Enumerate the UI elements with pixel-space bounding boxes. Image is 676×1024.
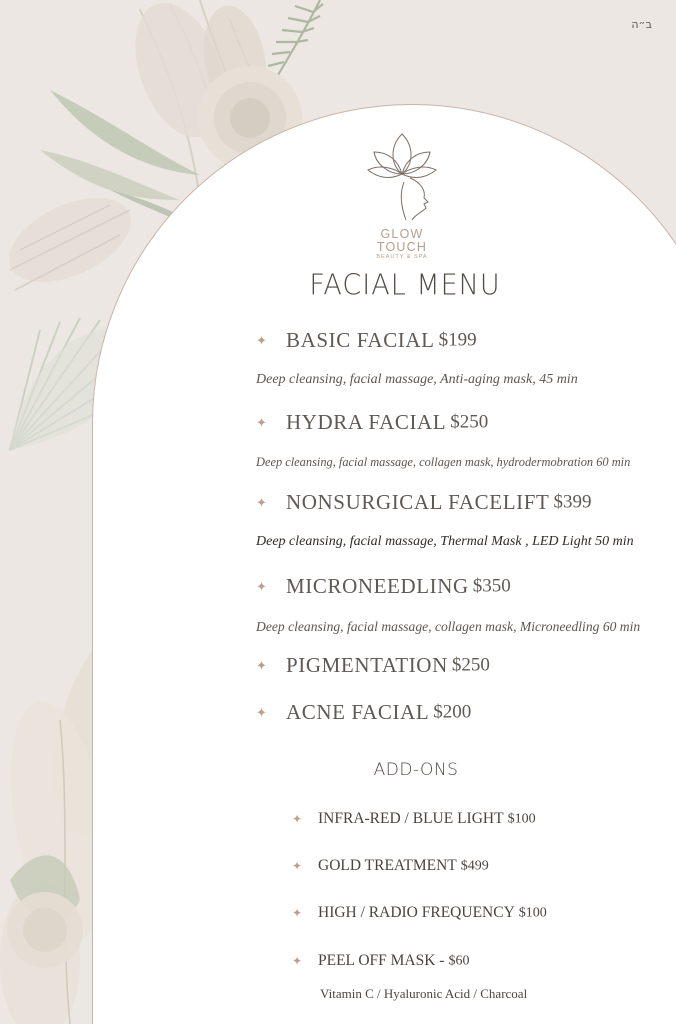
brand-name: GLOW TOUCH [376,227,428,254]
four-point-star-icon: ✦ [292,858,303,873]
addon-item [292,904,547,922]
service-price: $199 [438,329,477,351]
addon-name: GOLD TREATMENT [318,857,457,875]
four-point-star-icon: ✦ [292,953,303,968]
service-hydra-facial [256,410,488,435]
menu-title: FACIAL MENU [309,269,501,302]
addon-note: Vitamin C / Hyaluronic Acid / Charcoal [320,986,528,1001]
service-price: $250 [450,411,489,433]
four-point-star-icon: ✦ [256,704,267,720]
addon-price: $100 [518,905,547,921]
service-name: NONSURGICAL FACELIFT [286,490,550,514]
service-pigmentation [256,653,490,678]
corner-mark: ב״ה [631,18,652,31]
service-price: $250 [451,654,490,676]
service-description: Deep cleansing, facial massage, collagen mask, Microneedling 60 min [256,619,641,634]
service-name: HYDRA FACIAL [286,410,447,434]
service-description: Deep cleansing, facial massage, collagen mask, hydrodermobration 60 min [256,455,631,469]
addon-price: $499 [460,858,489,874]
service-name: BASIC FACIAL [286,328,435,352]
lotus-face-logo-icon [360,126,444,226]
four-point-star-icon: ✦ [256,578,267,594]
addon-price: $100 [507,811,536,827]
service-price: $200 [433,701,472,723]
service-name: ACNE FACIAL [286,700,430,724]
addon-price: $60 [448,953,470,969]
service-microneedling [256,574,511,599]
service-description: Deep cleansing, facial massage, Thermal Mask , LED Light 50 min [256,534,634,549]
service-description: Deep cleansing, facial massage, Anti-aging mask, 45 min [256,372,578,387]
brand-logo [356,126,448,262]
service-name: PIGMENTATION [286,653,448,677]
addon-name: HIGH / RADIO FREQUENCY [318,904,515,922]
service-nonsurgical-facelift [256,490,591,515]
addon-item [292,952,469,970]
addon-name: PEEL OFF MASK - [318,952,445,970]
addon-name: INFRA-RED / BLUE LIGHT [318,810,504,828]
service-price: $350 [472,575,511,597]
four-point-star-icon: ✦ [292,905,303,920]
four-point-star-icon: ✦ [256,414,267,430]
brand-tagline: BEAUTY & SPA [376,254,428,260]
addon-item [292,857,489,875]
four-point-star-icon: ✦ [292,811,303,826]
service-price: $399 [553,491,592,513]
service-basic-facial [256,328,477,353]
service-name: MICRONEEDLING [286,574,469,598]
service-acne-facial [256,700,471,725]
addon-item [292,810,536,828]
four-point-star-icon: ✦ [256,332,267,348]
four-point-star-icon: ✦ [256,657,267,673]
four-point-star-icon: ✦ [256,494,267,510]
addons-title: ADD-ONS [373,760,459,780]
